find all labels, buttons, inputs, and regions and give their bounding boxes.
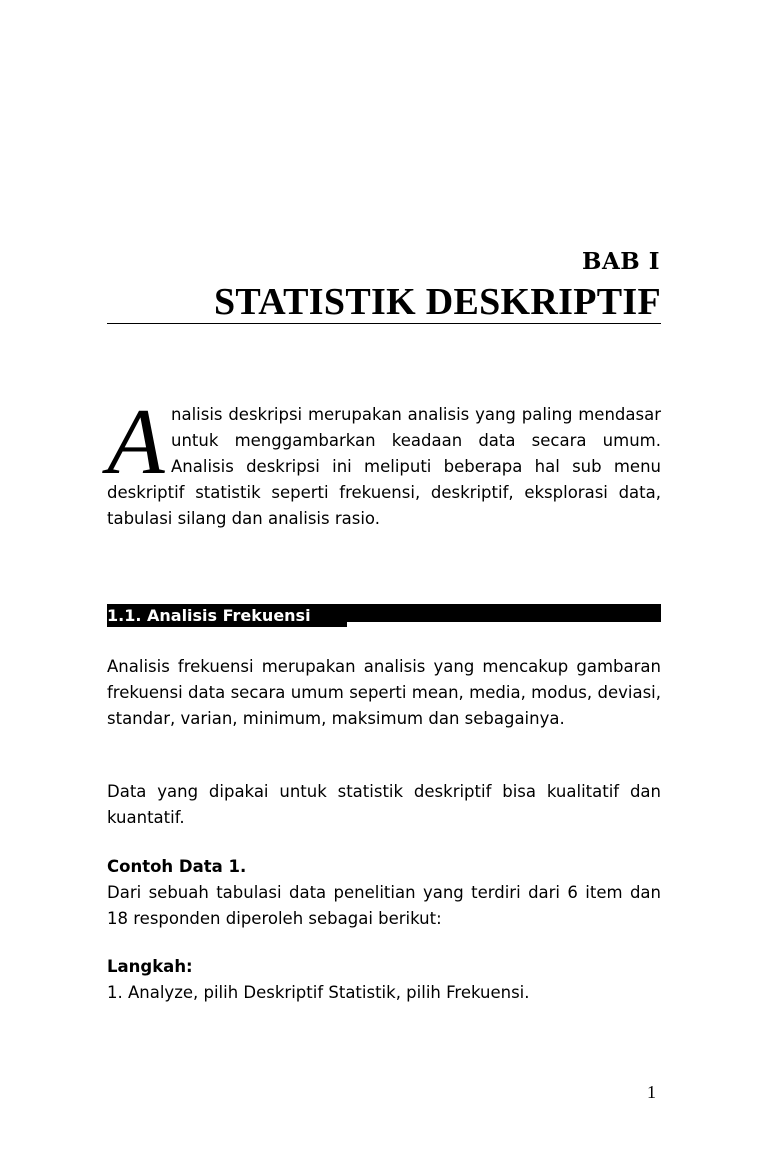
chapter-label: BAB I [582,248,660,275]
title-divider [107,323,661,324]
section-heading: 1.1. Analisis Frekuensi [107,606,311,625]
example-block [107,854,661,932]
example-heading: Contoh Data 1. [107,857,247,876]
section-heading-bar [107,604,661,627]
drop-cap-letter: A [107,390,165,494]
step-item: 1. Analyze, pilih Deskriptif Statistik, pilih Frekuensi. [107,983,530,1002]
intro-text: nalisis deskripsi merupakan analisis yang paling mendasar untuk menggambarkan keadaan data secara umum. Analisis deskripsi ini meliputi beberapa hal sub menu deskriptif statistik seperti frekuensi, deskriptif, eksplorasi data, tabulasi silang dan analisis rasio. [107,405,661,528]
paragraph-frekuensi: Analisis frekuensi merupakan analisis yang mencakup gambaran frekuensi data secara umum seperti mean, media, modus, deviasi, standar, varian, minimum, maksimum dan sebagainya. [107,657,661,728]
chapter-title: STATISTIK DESKRIPTIF [213,281,661,323]
steps-block [107,954,661,1006]
example-text: Dari sebuah tabulasi data penelitian yang terdiri dari 6 item dan 18 responden diperoleh sebagai berikut: [107,883,661,928]
intro-paragraph [107,390,661,532]
section-bar-accent [347,622,661,627]
steps-heading: Langkah: [107,957,193,976]
page-number: 1 [647,1082,656,1102]
paragraph-data-types: Data yang dipakai untuk statistik deskriptif bisa kualitatif dan kuantatif. [107,782,661,827]
